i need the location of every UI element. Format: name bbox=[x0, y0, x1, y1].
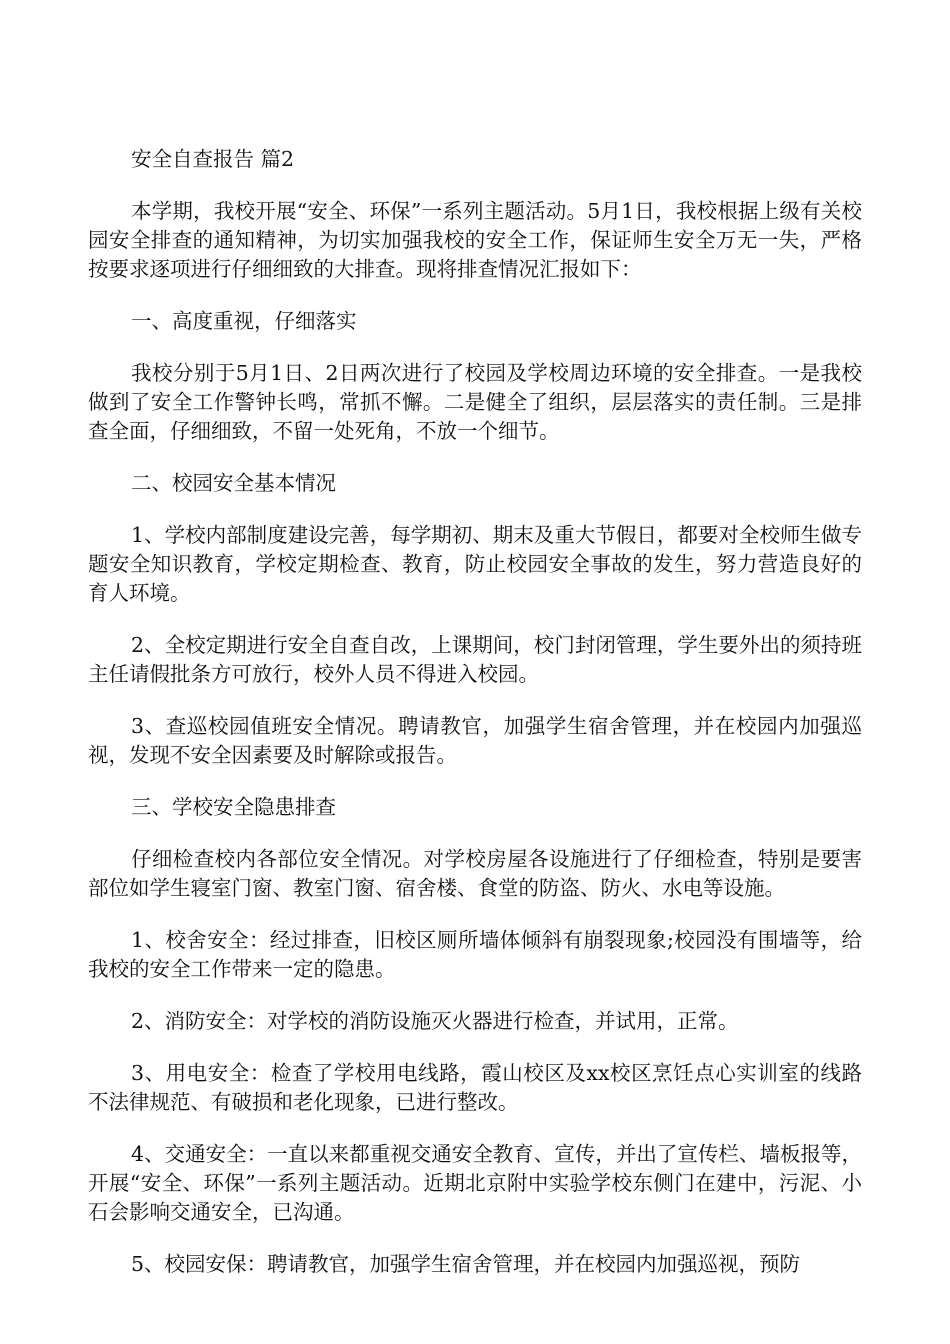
document-body bbox=[88, 145, 862, 1302]
section-heading-2: 二、校园安全基本情况 bbox=[131, 471, 336, 495]
paragraph-intro: 本学期，我校开展“安全、环保”一系列主题活动。5月1日，我校根据上级有关校园安全排查的通知精神，为切实加强我校的安全工作，保证师生安全万无一失，严格按要求逐项进行仔细细致的大排查。现将排查情况汇报如下： bbox=[88, 199, 862, 281]
section-heading-1: 一、高度重视，仔细落实 bbox=[131, 309, 357, 333]
document-title: 安全自查报告 篇2 bbox=[131, 147, 295, 171]
paragraph: 2、消防安全：对学校的消防设施灭火器进行检查，并试用，正常。 bbox=[131, 1009, 739, 1033]
paragraph: 1、学校内部制度建设完善，每学期初、期末及重大节假日，都要对全校师生做专题安全知识教育，学校定期检查、教育，防止校园安全事故的发生，努力营造良好的育人环境。 bbox=[88, 523, 862, 605]
paragraph: 2、全校定期进行安全自查自改，上课期间，校门封闭管理，学生要外出的须持班主任请假批条方可放行，校外人员不得进入校园。 bbox=[88, 633, 862, 686]
paragraph: 1、校舍安全：经过排查，旧校区厕所墙体倾斜有崩裂现象;校园没有围墙等，给我校的安全工作带来一定的隐患。 bbox=[88, 928, 862, 981]
paragraph: 3、用电安全：检查了学校用电线路，霞山校区及xx校区烹饪点心实训室的线路不法律规范、有破损和老化现象，已进行整改。 bbox=[88, 1061, 862, 1114]
paragraph: 5、校园安保：聘请教官，加强学生宿舍管理，并在校园内加强巡视，预防 bbox=[131, 1252, 801, 1276]
paragraph: 4、交通安全：一直以来都重视交通安全教育、宣传，并出了宣传栏、墙板报等，开展“安全、环保”一系列主题活动。近期北京附中实验学校东侧门在建中，污泥、小石会影响交通安全，已沟通。 bbox=[88, 1142, 862, 1224]
paragraph: 我校分别于5月1日、2日两次进行了校园及学校周边环境的安全排查。一是我校做到了安全工作警钟长鸣，常抓不懈。二是健全了组织，层层落实的责任制。三是排查全面，仔细细致，不留一处死角，不放一个细节。 bbox=[88, 361, 862, 443]
paragraph: 3、查巡校园值班安全情况。聘请教官，加强学生宿舍管理，并在校园内加强巡视，发现不安全因素要及时解除或报告。 bbox=[88, 714, 862, 767]
section-heading-3: 三、学校安全隐患排查 bbox=[131, 795, 336, 819]
paragraph: 仔细检查校内各部位安全情况。对学校房屋各设施进行了仔细检查，特别是要害部位如学生寝室门窗、教室门窗、宿舍楼、食堂的防盗、防火、水电等设施。 bbox=[88, 847, 862, 900]
